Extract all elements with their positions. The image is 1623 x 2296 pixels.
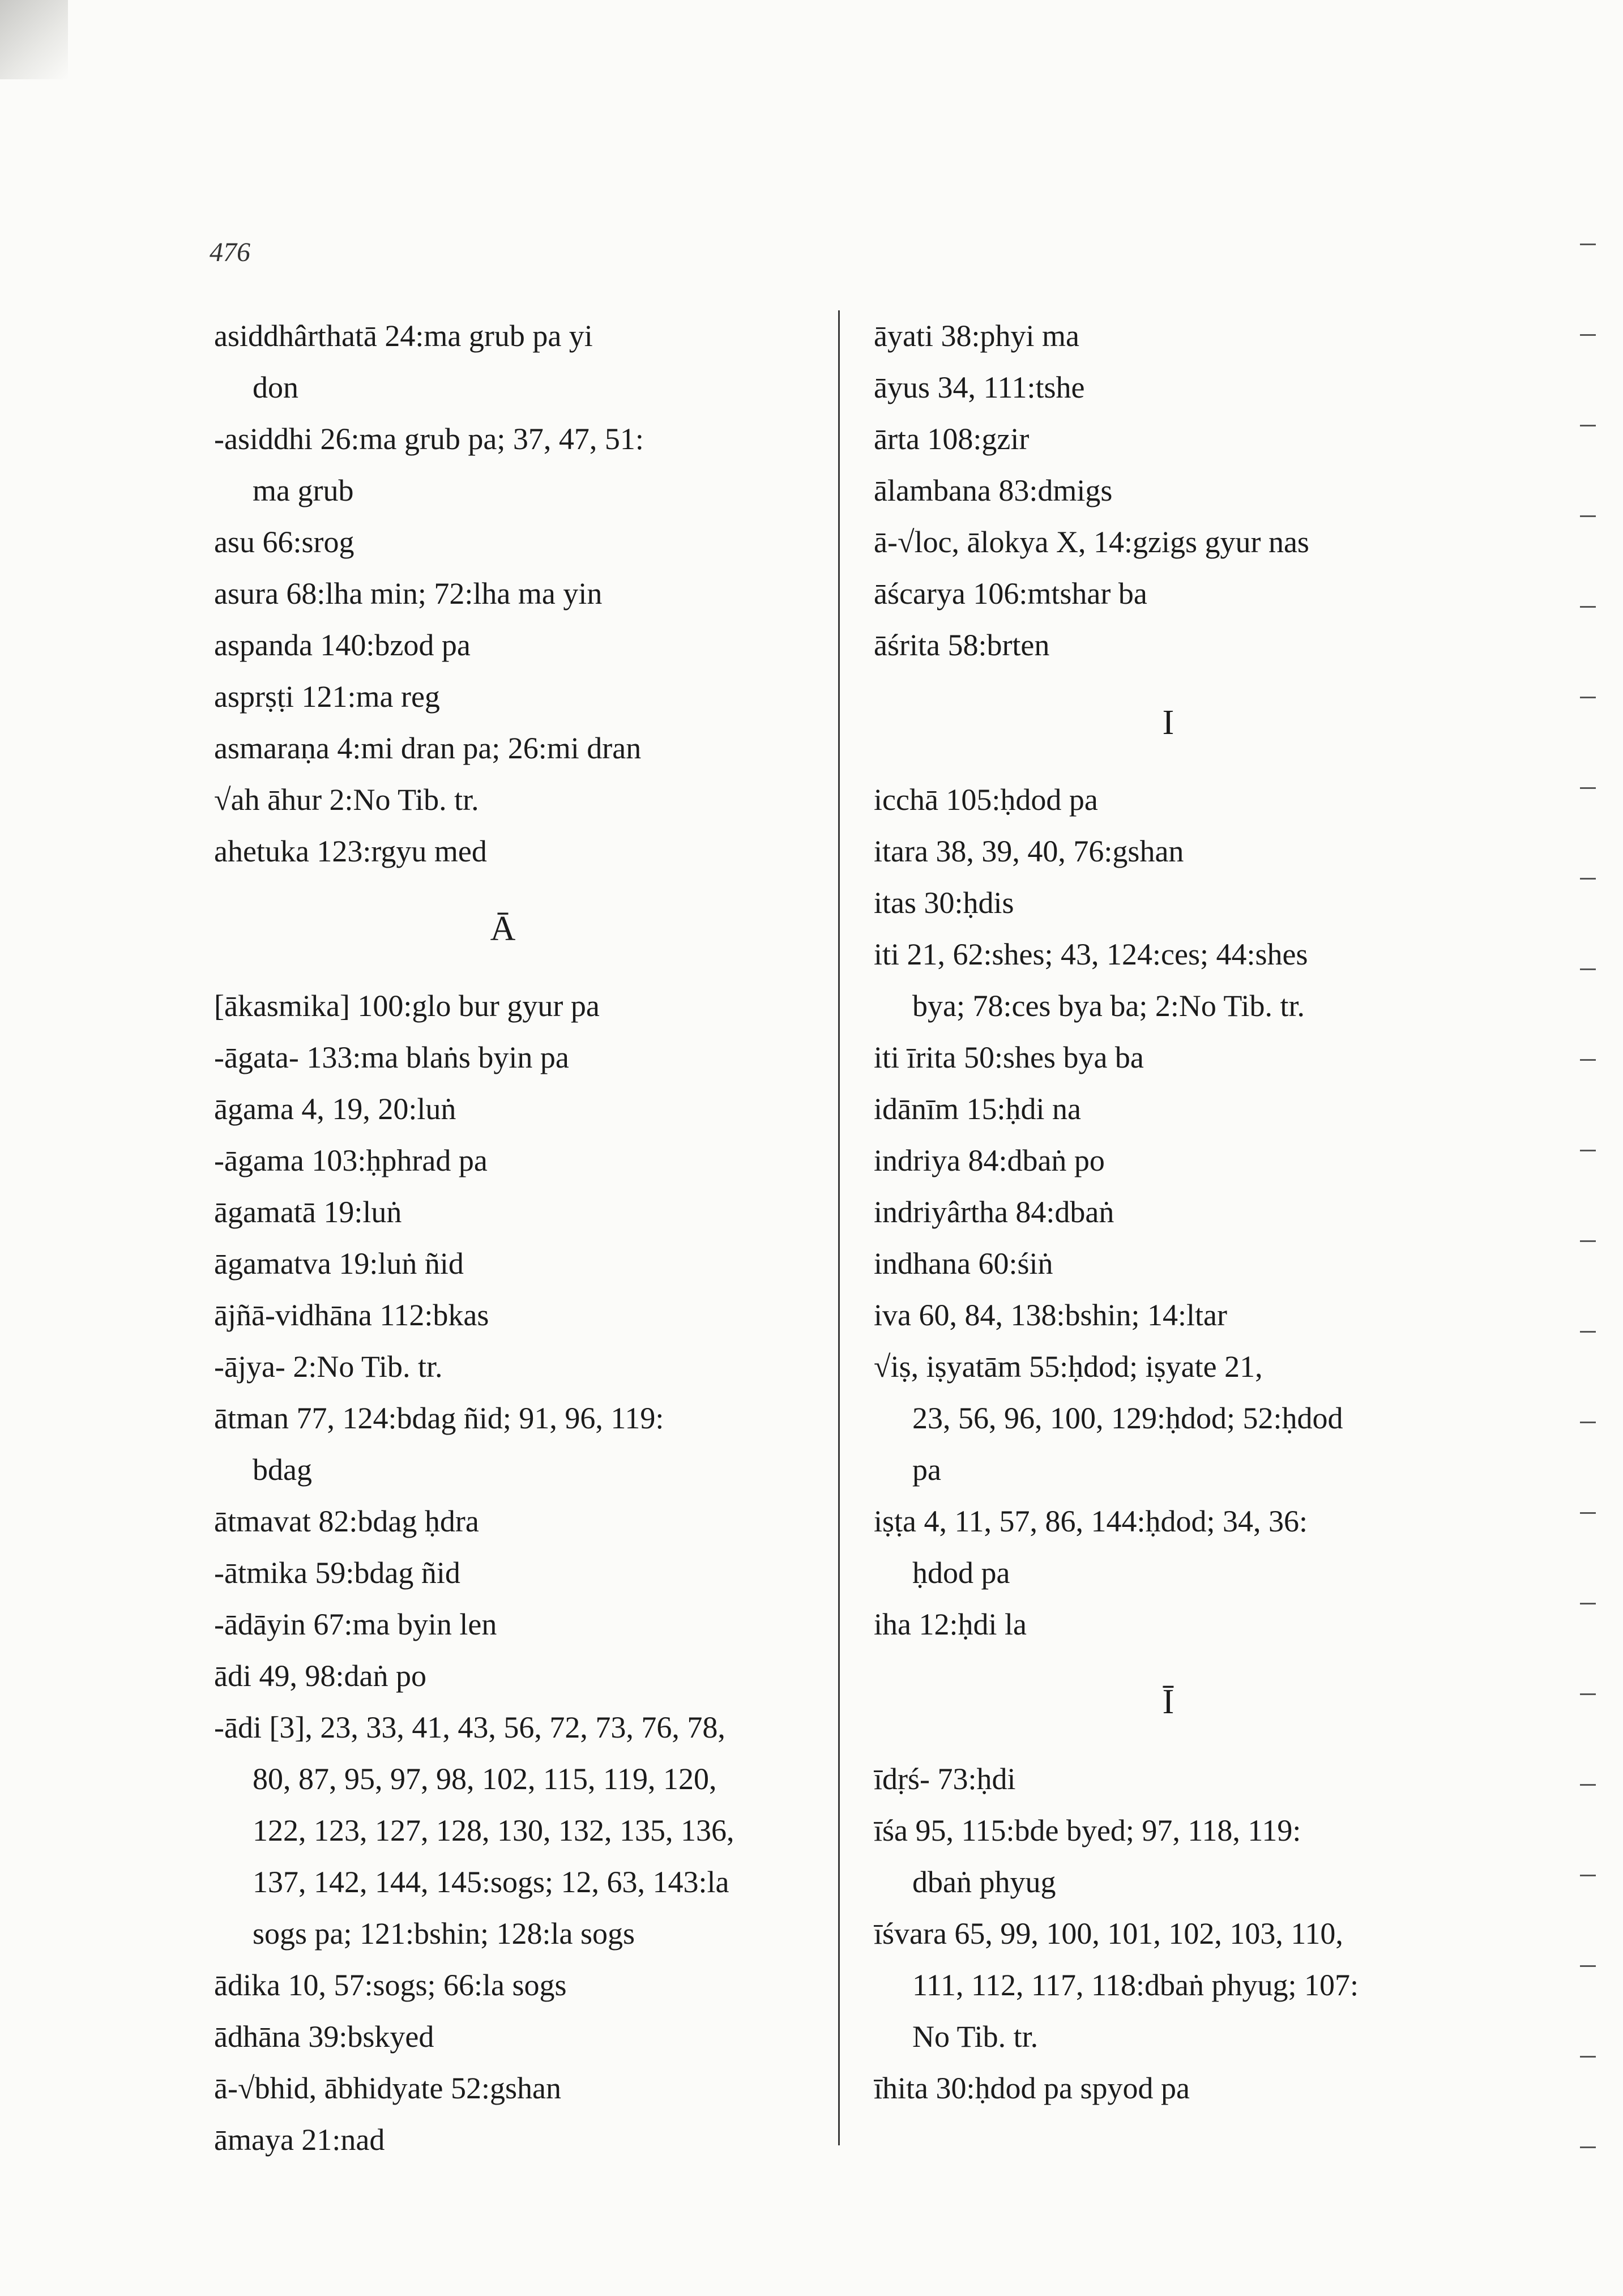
index-entry: āśrita 58:brten (874, 628, 1050, 662)
index-entry: indriya 84:dbaṅ po (874, 1143, 1105, 1177)
margin-tick (1580, 968, 1596, 970)
index-entry: īśa 95, 115:bde byed; 97, 118, 119: (874, 1813, 1301, 1847)
entry-continuation: pa (912, 1453, 941, 1487)
index-entry: īśvara 65, 99, 100, 101, 102, 103, 110, (874, 1917, 1343, 1951)
page-number: 476 (210, 237, 250, 267)
index-entry: -āgata- 133:ma blaṅs byin pa (214, 1040, 569, 1074)
column-divider (838, 310, 840, 2145)
margin-tick (1580, 1240, 1596, 1242)
index-entry: aspanda 140:bzod pa (214, 628, 471, 662)
index-entry: -ātmika 59:bdag ñid (214, 1556, 460, 1590)
margin-tick-marks (1580, 244, 1603, 2226)
margin-tick (1580, 1965, 1596, 1967)
index-entry: ārta 108:gzir (874, 422, 1030, 456)
index-entry: āgamatā 19:luṅ (214, 1195, 402, 1229)
index-entry: iti 21, 62:shes; 43, 124:ces; 44:shes (874, 937, 1308, 971)
section-letter-heading: Ā (490, 910, 516, 948)
index-entry: ātmavat 82:bdag ḥdra (214, 1504, 479, 1538)
index-entry: √ah āhur 2:No Tib. tr. (214, 783, 479, 817)
left-column (214, 310, 826, 2166)
index-entry: itas 30:ḥdis (874, 886, 1014, 920)
margin-tick (1580, 425, 1596, 426)
entry-continuation: 80, 87, 95, 97, 98, 102, 115, 119, 120, (253, 1762, 717, 1796)
index-entry: āgama 4, 19, 20:luṅ (214, 1092, 456, 1126)
entry-continuation: dbaṅ phyug (912, 1865, 1056, 1899)
margin-tick (1580, 1422, 1596, 1423)
entry-continuation: 23, 56, 96, 100, 129:ḥdod; 52:ḥdod (912, 1401, 1343, 1435)
index-entry: [ākasmika] 100:glo bur gyur pa (214, 989, 600, 1023)
index-entry: indhana 60:śiṅ (874, 1247, 1053, 1281)
index-entry: ā-√loc, ālokya X, 14:gzigs gyur nas (874, 525, 1309, 559)
scan-shadow (0, 0, 68, 79)
index-entry: -asiddhi 26:ma grub pa; 37, 47, 51: (214, 422, 644, 456)
margin-tick (1580, 1875, 1596, 1876)
index-entry: āyus 34, 111:tshe (874, 370, 1085, 404)
index-entry: iti īrita 50:shes bya ba (874, 1040, 1144, 1074)
margin-tick (1580, 1693, 1596, 1695)
margin-tick (1580, 878, 1596, 880)
entry-continuation: sogs pa; 121:bshin; 128:la sogs (253, 1917, 635, 1951)
index-entry: ā-√bhid, ābhidyate 52:gshan (214, 2071, 561, 2105)
entry-continuation: bya; 78:ces bya ba; 2:No Tib. tr. (912, 989, 1305, 1023)
index-entry: -āgama 103:ḥphrad pa (214, 1143, 488, 1177)
index-entry: asprṣṭi 121:ma reg (214, 680, 440, 714)
index-entry: asura 68:lha min; 72:lha ma yin (214, 577, 603, 611)
margin-tick (1580, 787, 1596, 789)
entry-continuation: bdag (253, 1453, 312, 1487)
index-entry: iṣṭa 4, 11, 57, 86, 144:ḥdod; 34, 36: (874, 1504, 1308, 1538)
margin-tick (1580, 515, 1596, 517)
margin-tick (1580, 1784, 1596, 1786)
index-entry: asmaraṇa 4:mi dran pa; 26:mi dran (214, 731, 642, 765)
entry-continuation: 111, 112, 117, 118:dbaṅ phyug; 107: (912, 1968, 1359, 2002)
margin-tick (1580, 1059, 1596, 1061)
index-entry: ātman 77, 124:bdag ñid; 91, 96, 119: (214, 1401, 664, 1435)
index-entry: -ādi [3], 23, 33, 41, 43, 56, 72, 73, 76, 78, (214, 1710, 725, 1744)
margin-tick (1580, 1512, 1596, 1514)
index-entry: √iṣ, iṣyatām 55:ḥdod; iṣyate 21, (874, 1350, 1263, 1384)
index-entry: ādi 49, 98:daṅ po (214, 1659, 426, 1693)
index-entry: asiddhârthatā 24:ma grub pa yi (214, 319, 593, 353)
index-entry: ādika 10, 57:sogs; 66:la sogs (214, 1968, 567, 2002)
entry-continuation: don (253, 370, 298, 404)
index-entry: āgamatva 19:luṅ ñid (214, 1247, 464, 1281)
section-letter-heading: I (1162, 703, 1174, 742)
index-entry: iha 12:ḥdi la (874, 1607, 1027, 1641)
index-entry: īhita 30:ḥdod pa spyod pa (874, 2071, 1190, 2105)
index-entry: idānīm 15:ḥdi na (874, 1092, 1081, 1126)
index-entry: īdṛś- 73:ḥdi (874, 1762, 1016, 1796)
index-entry: itara 38, 39, 40, 76:gshan (874, 834, 1184, 868)
index-entry: ādhāna 39:bskyed (214, 2020, 434, 2054)
margin-tick (1580, 697, 1596, 698)
right-column (874, 310, 1497, 2114)
margin-tick (1580, 244, 1596, 245)
entry-continuation: ḥdod pa (912, 1556, 1010, 1590)
section-letter-heading: Ī (1162, 1683, 1174, 1721)
index-entry: ahetuka 123:rgyu med (214, 834, 487, 868)
index-entry: āyati 38:phyi ma (874, 319, 1079, 353)
margin-tick (1580, 1331, 1596, 1333)
index-entry: indriyârtha 84:dbaṅ (874, 1195, 1114, 1229)
margin-tick (1580, 1603, 1596, 1604)
index-entry: asu 66:srog (214, 525, 355, 559)
margin-tick (1580, 606, 1596, 608)
index-entry: iva 60, 84, 138:bshin; 14:ltar (874, 1298, 1227, 1332)
index-entry: ājñā-vidhāna 112:bkas (214, 1298, 489, 1332)
margin-tick (1580, 2146, 1596, 2148)
entry-continuation: No Tib. tr. (912, 2020, 1039, 2054)
entry-continuation: 137, 142, 144, 145:sogs; 12, 63, 143:la (253, 1865, 729, 1899)
margin-tick (1580, 2056, 1596, 2058)
index-entry: icchā 105:ḥdod pa (874, 783, 1098, 817)
entry-continuation: 122, 123, 127, 128, 130, 132, 135, 136, (253, 1813, 734, 1847)
index-entry: āścarya 106:mtshar ba (874, 577, 1147, 611)
index-entry: -ādāyin 67:ma byin len (214, 1607, 497, 1641)
index-entry: āmaya 21:nad (214, 2123, 385, 2157)
margin-tick (1580, 334, 1596, 336)
index-entry: ālambana 83:dmigs (874, 473, 1113, 507)
margin-tick (1580, 1150, 1596, 1151)
index-entry: -ājya- 2:No Tib. tr. (214, 1350, 443, 1384)
entry-continuation: ma grub (253, 473, 354, 507)
